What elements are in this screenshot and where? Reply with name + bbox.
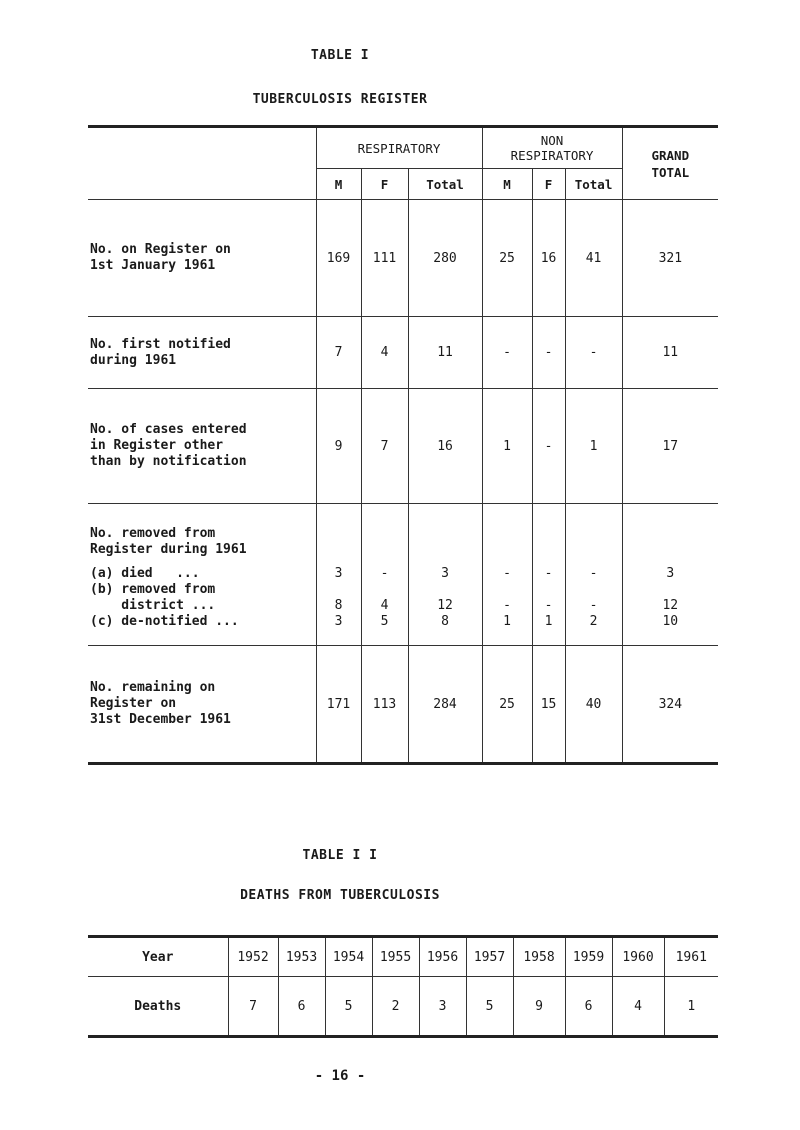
cell: 111	[361, 200, 408, 317]
table-row	[88, 646, 718, 764]
row-label: No. removed from Register during 1961 (a) died ... (b) removed from district ... (c) de-notified ...	[88, 504, 316, 646]
cell: 284	[408, 646, 482, 764]
cell: -	[482, 317, 532, 389]
tuberculosis-register-table	[88, 125, 718, 765]
cell: 9	[316, 389, 361, 504]
cell: 25	[482, 646, 532, 764]
table1-subtitle: TUBERCULOSIS REGISTER	[252, 92, 428, 107]
cell: 16	[408, 389, 482, 504]
cell-stack: - 4 5	[361, 504, 408, 646]
row-label: No. first notified during 1961	[88, 317, 316, 389]
year-cell: 1953	[278, 937, 325, 977]
year-cell: 1955	[372, 937, 419, 977]
deaths-cell: 1	[664, 977, 718, 1037]
deaths-cell: 4	[612, 977, 664, 1037]
deaths-cell: 3	[419, 977, 466, 1037]
header-grand-total: GRAND TOTAL	[622, 127, 718, 200]
table1-title: TABLE I	[310, 48, 370, 63]
deaths-cell: 6	[278, 977, 325, 1037]
year-cell: 1961	[664, 937, 718, 977]
cell: 4	[361, 317, 408, 389]
deaths-label: Deaths	[88, 977, 228, 1037]
deaths-row	[88, 977, 718, 1037]
cell: 40	[565, 646, 622, 764]
cell: 11	[622, 317, 718, 389]
cell: -	[565, 317, 622, 389]
table-row-removed	[88, 504, 718, 646]
cell: 169	[316, 200, 361, 317]
cell-stack: - - 1	[532, 504, 565, 646]
deaths-cell: 2	[372, 977, 419, 1037]
year-cell: 1959	[565, 937, 612, 977]
header-blank	[88, 127, 316, 200]
year-cell: 1952	[228, 937, 278, 977]
cell: 15	[532, 646, 565, 764]
cell-stack: - - 2	[565, 504, 622, 646]
deaths-table	[88, 935, 718, 1038]
header-nonresp-total: Total	[565, 169, 622, 200]
cell-stack: - - 1	[482, 504, 532, 646]
year-cell: 1957	[466, 937, 513, 977]
cell: 25	[482, 200, 532, 317]
cell: 1	[482, 389, 532, 504]
row-label: No. of cases entered in Register other than by notification	[88, 389, 316, 504]
cell: 324	[622, 646, 718, 764]
year-label: Year	[88, 937, 228, 977]
header-resp-f: F	[361, 169, 408, 200]
cell-stack: 3 12 8	[408, 504, 482, 646]
year-cell: 1958	[513, 937, 565, 977]
row-label: No. remaining on Register on 31st December 1961	[88, 646, 316, 764]
cell: 16	[532, 200, 565, 317]
table-row	[88, 200, 718, 317]
deaths-cell: 5	[325, 977, 372, 1037]
table-row	[88, 389, 718, 504]
cell-stack: 3 8 3	[316, 504, 361, 646]
year-cell: 1954	[325, 937, 372, 977]
cell: 41	[565, 200, 622, 317]
deaths-cell: 5	[466, 977, 513, 1037]
deaths-cell: 7	[228, 977, 278, 1037]
deaths-cell: 6	[565, 977, 612, 1037]
cell: 321	[622, 200, 718, 317]
header-resp-m: M	[316, 169, 361, 200]
cell: 1	[565, 389, 622, 504]
cell: 113	[361, 646, 408, 764]
deaths-cell: 9	[513, 977, 565, 1037]
header-respiratory: RESPIRATORY	[316, 127, 482, 169]
cell: 7	[316, 317, 361, 389]
year-cell: 1956	[419, 937, 466, 977]
year-cell: 1960	[612, 937, 664, 977]
cell: 11	[408, 317, 482, 389]
cell: -	[532, 389, 565, 504]
row-label: No. on Register on 1st January 1961	[88, 200, 316, 317]
cell: 17	[622, 389, 718, 504]
page-number: - 16 -	[314, 1068, 366, 1084]
cell: 7	[361, 389, 408, 504]
cell: 280	[408, 200, 482, 317]
header-non-respiratory: NON RESPIRATORY	[482, 127, 622, 169]
cell-stack: 3 12 10	[622, 504, 718, 646]
cell: -	[532, 317, 565, 389]
header-resp-total: Total	[408, 169, 482, 200]
header-nonresp-f: F	[532, 169, 565, 200]
table2-title: TABLE I I	[302, 848, 378, 863]
cell: 171	[316, 646, 361, 764]
header-nonresp-m: M	[482, 169, 532, 200]
year-row	[88, 937, 718, 977]
table-row	[88, 317, 718, 389]
table2-subtitle: DEATHS FROM TUBERCULOSIS	[240, 888, 440, 903]
